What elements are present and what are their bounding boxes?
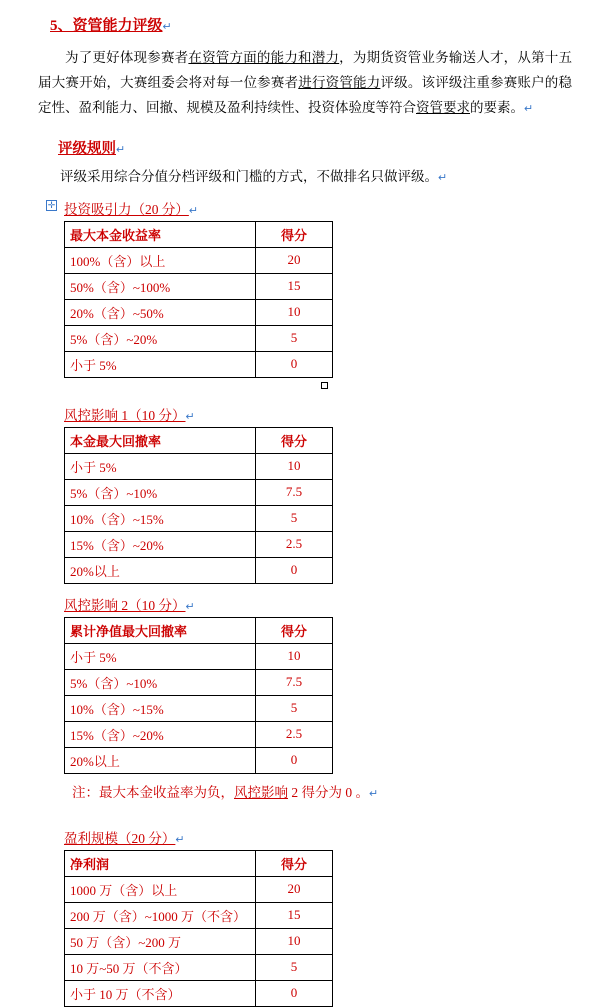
table-cell: 200 万（含）~1000 万（不含）: [65, 902, 256, 928]
table-header-cell: 得分: [256, 617, 333, 643]
table-header-row: [65, 427, 333, 453]
table-cell: 10%（含）~15%: [65, 505, 256, 531]
table-caption-risk-control-2: [64, 594, 596, 614]
table-cell: 5%（含）~10%: [65, 479, 256, 505]
table-cell: 2.5: [256, 531, 333, 557]
table-header-cell: 最大本金收益率: [65, 221, 256, 247]
paragraph-mark-icon: ↵: [185, 410, 195, 423]
table-note: [72, 781, 596, 801]
table-row: [65, 876, 333, 902]
table-cell: 10 万~50 万（不含）: [65, 954, 256, 980]
table-cell: 15: [256, 902, 333, 928]
paragraph-mark-icon: ↵: [369, 787, 379, 800]
table-row: [65, 273, 333, 299]
table-cell: 10: [256, 643, 333, 669]
table-row: [65, 980, 333, 1006]
intro-text-1: 为了更好体现参赛者: [65, 50, 189, 65]
table-cell: 0: [256, 351, 333, 377]
table-row: [65, 643, 333, 669]
intro-underline-1: 在资管方面的能力和潜力: [188, 50, 340, 65]
table-cell: 小于 5%: [65, 643, 256, 669]
table-wrapper-2: [14, 427, 596, 584]
intro-text-3: 评级。该评级注重参赛账户的稳定性、盈利能力、回撤、规模及盈利持续性、投资体验度等符合: [38, 74, 573, 115]
paragraph-mark-icon: ↵: [188, 204, 199, 217]
table-row: [65, 954, 333, 980]
table-row: [65, 531, 333, 557]
table-cell: 7.5: [256, 479, 333, 505]
table-row: [65, 247, 333, 273]
table-caption-text: 投资吸引力（20 分）: [64, 201, 189, 217]
table-cell: 20: [256, 876, 333, 902]
section-title-wrapper: [14, 0, 596, 35]
table-header-cell: 得分: [256, 427, 333, 453]
intro-underline-3: 资管要求: [416, 99, 470, 115]
table-caption-risk-control-1: [64, 404, 596, 424]
table-cell: 20: [256, 247, 333, 273]
table-caption-text: 风控影响 1（10 分）: [64, 407, 186, 423]
note-prefix: 注：最大本金收益率为负，: [72, 784, 234, 800]
table-cell: 5: [256, 954, 333, 980]
table-row: [65, 695, 333, 721]
table-caption-text: 盈利规模（20 分）: [64, 830, 176, 846]
table-header-cell: 净利润: [65, 850, 256, 876]
table-row: [65, 557, 333, 583]
table-risk-control-1: [64, 427, 333, 584]
table-cell: 10: [256, 299, 333, 325]
table-cell: 0: [256, 557, 333, 583]
paragraph-mark-icon: ↵: [162, 21, 172, 33]
table-row: [65, 928, 333, 954]
table-cell: 0: [256, 980, 333, 1006]
table-cell: 5: [256, 695, 333, 721]
page-title: 5、资管能力评级: [50, 18, 163, 34]
table-row: [65, 669, 333, 695]
table-cell: 5%（含）~20%: [65, 325, 256, 351]
table-header-cell: 本金最大回撤率: [65, 427, 256, 453]
note-underline: 风控影响: [234, 784, 288, 800]
table-header-cell: 累计净值最大回撤率: [65, 617, 256, 643]
table-row: [65, 747, 333, 773]
paragraph-mark-icon: ↵: [175, 833, 185, 846]
rule-description-text: 评级采用综合分值分档评级和门槛的方式，不做排名只做评级。: [60, 168, 438, 184]
table-cell: 10: [256, 928, 333, 954]
table-cell: 小于 10 万（不含）: [65, 980, 256, 1006]
table-row: [65, 721, 333, 747]
paragraph-mark-icon: ↵: [185, 600, 195, 613]
table-cell: 5: [256, 505, 333, 531]
table-cell: 10%（含）~15%: [65, 695, 256, 721]
table-row: [65, 505, 333, 531]
table-row: [65, 351, 333, 377]
table-profit-scale: [64, 850, 333, 1007]
note-suffix: 2 得分为 0 。: [288, 784, 369, 800]
table-row: [65, 902, 333, 928]
table-cell: 50 万（含）~200 万: [65, 928, 256, 954]
table-header-row: [65, 617, 333, 643]
table-cell: 小于 5%: [65, 453, 256, 479]
table-cell: 20%（含）~50%: [65, 299, 256, 325]
table-cell: 5: [256, 325, 333, 351]
table-row: [65, 453, 333, 479]
table-cell: 7.5: [256, 669, 333, 695]
table-cell: 小于 5%: [65, 351, 256, 377]
table-cell: 0: [256, 747, 333, 773]
intro-paragraph: [38, 46, 572, 121]
table-cell: 15: [256, 273, 333, 299]
table-cell: 1000 万（含）以上: [65, 876, 256, 902]
rule-description: [60, 166, 596, 188]
table-wrapper-1: [14, 221, 596, 378]
table-wrapper-4: [14, 850, 596, 1007]
table-cell: 20%以上: [65, 747, 256, 773]
table-investment-attractiveness: [64, 221, 333, 378]
table-cell: 50%（含）~100%: [65, 273, 256, 299]
table-caption-investment-attractiveness: [47, 198, 596, 218]
table-header-cell: 得分: [256, 221, 333, 247]
table-cell: 15%（含）~20%: [65, 721, 256, 747]
table-header-row: [65, 850, 333, 876]
table-caption-text: 风控影响 2（10 分）: [64, 597, 186, 613]
rule-heading-wrapper: [14, 121, 596, 158]
table-caption-profit-scale: [64, 827, 596, 847]
intro-underline-2: 进行资管能力: [298, 74, 381, 90]
table-header-row: [65, 221, 333, 247]
table-cell: 5%（含）~10%: [65, 669, 256, 695]
intro-text-2: ，为期货资管业务输送人才，从第十五届大赛开始，大赛组委会将对每一位参赛者: [38, 50, 573, 90]
table-row: [65, 479, 333, 505]
table-resize-handle-icon[interactable]: [321, 382, 328, 389]
table-move-handle-icon[interactable]: ✛: [47, 199, 56, 210]
paragraph-mark-icon: ↵: [524, 102, 534, 115]
table-wrapper-3: [14, 617, 596, 774]
table-cell: 10: [256, 453, 333, 479]
table-cell: 100%（含）以上: [65, 247, 256, 273]
intro-text-4: 的要素。: [470, 99, 524, 115]
rule-heading: 评级规则: [58, 140, 116, 157]
table-risk-control-2: [64, 617, 333, 774]
paragraph-mark-icon: ↵: [116, 143, 126, 156]
paragraph-mark-icon: ↵: [438, 171, 448, 184]
table-row: [65, 299, 333, 325]
table-cell: 15%（含）~20%: [65, 531, 256, 557]
table-cell: 20%以上: [65, 557, 256, 583]
table-header-cell: 得分: [256, 850, 333, 876]
table-cell: 2.5: [256, 721, 333, 747]
table-row: [65, 325, 333, 351]
